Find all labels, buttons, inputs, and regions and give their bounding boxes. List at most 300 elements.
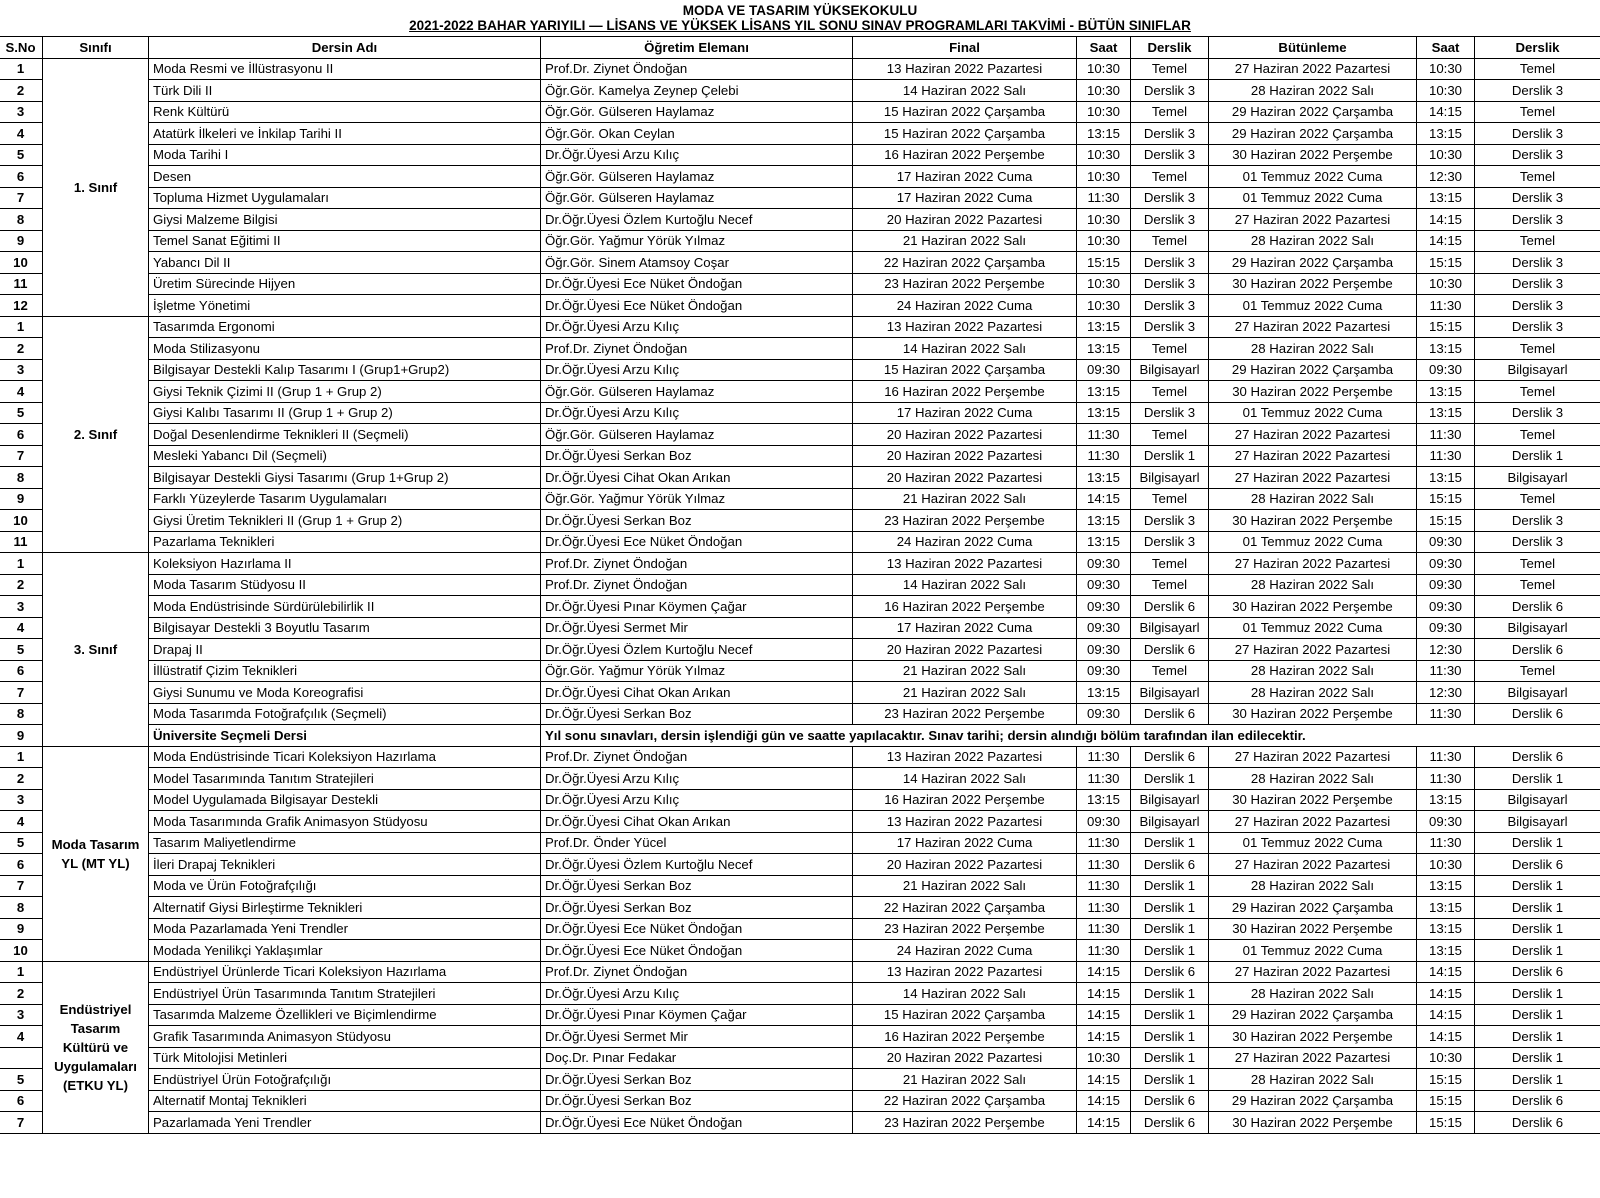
table-row: [0, 166, 1600, 188]
table-row: [0, 424, 1600, 446]
makeup-room: Derslik 6: [1475, 703, 1600, 725]
col-header-final-room: Derslik: [1131, 37, 1209, 59]
makeup-room: Temel: [1475, 553, 1600, 575]
course-name: Moda Endüstrisinde Ticari Koleksiyon Hazırlama: [149, 746, 541, 768]
makeup-room: Temel: [1475, 381, 1600, 403]
makeup-room: Bilgisayarl: [1475, 467, 1600, 489]
final-room: Temel: [1131, 381, 1209, 403]
makeup-time: 13:15: [1417, 789, 1475, 811]
final-room: Temel: [1131, 58, 1209, 80]
table-row: [0, 832, 1600, 854]
course-name: Giysi Malzeme Bilgisi: [149, 209, 541, 231]
instructor-name: Dr.Öğr.Üyesi Özlem Kurtoğlu Necef: [541, 639, 853, 661]
instructor-name: Öğr.Gör. Yağmur Yörük Yılmaz: [541, 488, 853, 510]
course-name: Renk Kültürü: [149, 101, 541, 123]
final-date: 20 Haziran 2022 Pazartesi: [853, 467, 1077, 489]
course-name: Moda Tasarımda Fotoğrafçılık (Seçmeli): [149, 703, 541, 725]
course-name: Endüstriyel Ürün Fotoğrafçılığı: [149, 1069, 541, 1091]
col-header-course: Dersin Adı: [149, 37, 541, 59]
course-name: Atatürk İlkeleri ve İnkilap Tarihi II: [149, 123, 541, 145]
course-name: Temel Sanat Eğitimi II: [149, 230, 541, 252]
final-time: 09:30: [1077, 553, 1131, 575]
final-date: 21 Haziran 2022 Salı: [853, 488, 1077, 510]
table-row: [0, 338, 1600, 360]
final-date: 17 Haziran 2022 Cuma: [853, 832, 1077, 854]
final-room: Derslik 6: [1131, 961, 1209, 983]
final-time: 10:30: [1077, 295, 1131, 317]
final-date: 23 Haziran 2022 Perşembe: [853, 918, 1077, 940]
instructor-name: Öğr.Gör. Kamelya Zeynep Çelebi: [541, 80, 853, 102]
makeup-room: Derslik 1: [1475, 897, 1600, 919]
instructor-name: Prof.Dr. Ziynet Öndoğan: [541, 338, 853, 360]
makeup-room: Derslik 1: [1475, 918, 1600, 940]
instructor-name: Dr.Öğr.Üyesi Arzu Kılıç: [541, 402, 853, 424]
makeup-time: 13:15: [1417, 897, 1475, 919]
makeup-time: 14:15: [1417, 961, 1475, 983]
instructor-name: Dr.Öğr.Üyesi Özlem Kurtoğlu Necef: [541, 209, 853, 231]
final-room: Derslik 3: [1131, 510, 1209, 532]
final-time: 09:30: [1077, 703, 1131, 725]
final-date: 17 Haziran 2022 Cuma: [853, 617, 1077, 639]
makeup-room: Temel: [1475, 58, 1600, 80]
makeup-date: 27 Haziran 2022 Pazartesi: [1209, 445, 1417, 467]
makeup-date: 28 Haziran 2022 Salı: [1209, 80, 1417, 102]
makeup-time: 13:15: [1417, 338, 1475, 360]
makeup-time: 14:15: [1417, 101, 1475, 123]
makeup-room: Bilgisayarl: [1475, 682, 1600, 704]
instructor-name: Prof.Dr. Ziynet Öndoğan: [541, 961, 853, 983]
makeup-room: Derslik 1: [1475, 1026, 1600, 1048]
makeup-room: Derslik 6: [1475, 746, 1600, 768]
final-room: Derslik 1: [1131, 1026, 1209, 1048]
instructor-name: Öğr.Gör. Sinem Atamsoy Coşar: [541, 252, 853, 274]
makeup-time: 09:30: [1417, 553, 1475, 575]
final-time: 09:30: [1077, 660, 1131, 682]
final-room: Temel: [1131, 101, 1209, 123]
table-row: [0, 725, 1600, 747]
final-time: 09:30: [1077, 617, 1131, 639]
course-name: Topluma Hizmet Uygulamaları: [149, 187, 541, 209]
makeup-room: Derslik 6: [1475, 854, 1600, 876]
final-date: 15 Haziran 2022 Çarşamba: [853, 101, 1077, 123]
class-group-label: Endüstriyel Tasarım Kültürü ve Uygulamaları (ETKU YL): [43, 961, 149, 1133]
makeup-room: Derslik 3: [1475, 144, 1600, 166]
final-time: 14:15: [1077, 1112, 1131, 1134]
row-number: 10: [0, 510, 43, 532]
course-name: Desen: [149, 166, 541, 188]
row-number: 12: [0, 295, 43, 317]
makeup-date: 29 Haziran 2022 Çarşamba: [1209, 1004, 1417, 1026]
instructor-name: Prof.Dr. Ziynet Öndoğan: [541, 553, 853, 575]
class-group-label: 1. Sınıf: [43, 58, 149, 316]
final-time: 14:15: [1077, 1004, 1131, 1026]
final-time: 10:30: [1077, 1047, 1131, 1069]
makeup-time: 14:15: [1417, 1004, 1475, 1026]
instructor-name: Dr.Öğr.Üyesi Serkan Boz: [541, 875, 853, 897]
table-body: [0, 58, 1600, 1133]
final-time: 14:15: [1077, 961, 1131, 983]
row-number: 11: [0, 273, 43, 295]
instructor-name: Dr.Öğr.Üyesi Serkan Boz: [541, 703, 853, 725]
makeup-time: 15:15: [1417, 1112, 1475, 1134]
final-room: Bilgisayarl: [1131, 359, 1209, 381]
row-number: 3: [0, 596, 43, 618]
final-time: 11:30: [1077, 746, 1131, 768]
instructor-name: Dr.Öğr.Üyesi Serkan Boz: [541, 897, 853, 919]
makeup-date: 30 Haziran 2022 Perşembe: [1209, 789, 1417, 811]
course-name: Bilgisayar Destekli Kalıp Tasarımı I (Grup1+Grup2): [149, 359, 541, 381]
col-header-no: S.No: [0, 37, 43, 59]
final-date: 20 Haziran 2022 Pazartesi: [853, 209, 1077, 231]
makeup-time: 13:15: [1417, 875, 1475, 897]
final-room: Derslik 3: [1131, 531, 1209, 553]
instructor-name: Öğr.Gör. Gülseren Haylamaz: [541, 166, 853, 188]
makeup-date: 29 Haziran 2022 Çarşamba: [1209, 101, 1417, 123]
table-row: [0, 918, 1600, 940]
course-name: Moda Pazarlamada Yeni Trendler: [149, 918, 541, 940]
instructor-name: Öğr.Gör. Yağmur Yörük Yılmaz: [541, 660, 853, 682]
final-room: Derslik 3: [1131, 187, 1209, 209]
instructor-name: Dr.Öğr.Üyesi Serkan Boz: [541, 1090, 853, 1112]
makeup-date: 30 Haziran 2022 Perşembe: [1209, 703, 1417, 725]
makeup-room: Bilgisayarl: [1475, 359, 1600, 381]
final-room: Derslik 3: [1131, 295, 1209, 317]
makeup-date: 29 Haziran 2022 Çarşamba: [1209, 359, 1417, 381]
course-name: İleri Drapaj Teknikleri: [149, 854, 541, 876]
row-number: 4: [0, 617, 43, 639]
final-room: Derslik 1: [1131, 445, 1209, 467]
exam-schedule-table: [0, 36, 1600, 1134]
makeup-time: 10:30: [1417, 58, 1475, 80]
final-time: 11:30: [1077, 940, 1131, 962]
makeup-time: 13:15: [1417, 402, 1475, 424]
schedule-title: 2021-2022 BAHAR YARIYILI — LİSANS VE YÜKSEK LİSANS YIL SONU SINAV PROGRAMLARI TAKVİMİ - BÜTÜN SINIFLAR: [409, 18, 1191, 33]
row-number: 1: [0, 961, 43, 983]
final-date: 16 Haziran 2022 Perşembe: [853, 789, 1077, 811]
row-number: 6: [0, 854, 43, 876]
makeup-date: 29 Haziran 2022 Çarşamba: [1209, 897, 1417, 919]
makeup-room: Temel: [1475, 166, 1600, 188]
makeup-time: 12:30: [1417, 639, 1475, 661]
row-number: 11: [0, 531, 43, 553]
makeup-time: 14:15: [1417, 983, 1475, 1005]
final-date: 14 Haziran 2022 Salı: [853, 983, 1077, 1005]
makeup-time: 15:15: [1417, 510, 1475, 532]
final-room: Temel: [1131, 574, 1209, 596]
makeup-room: Temel: [1475, 230, 1600, 252]
table-row: [0, 574, 1600, 596]
makeup-date: 30 Haziran 2022 Perşembe: [1209, 510, 1417, 532]
table-row: [0, 80, 1600, 102]
final-time: 11:30: [1077, 445, 1131, 467]
final-date: 14 Haziran 2022 Salı: [853, 80, 1077, 102]
instructor-name: Dr.Öğr.Üyesi Ece Nüket Öndoğan: [541, 273, 853, 295]
course-name: Moda Tarihi I: [149, 144, 541, 166]
makeup-date: 30 Haziran 2022 Perşembe: [1209, 918, 1417, 940]
final-room: Temel: [1131, 488, 1209, 510]
course-name: Alternatif Montaj Teknikleri: [149, 1090, 541, 1112]
final-date: 13 Haziran 2022 Pazartesi: [853, 746, 1077, 768]
makeup-date: 01 Temmuz 2022 Cuma: [1209, 617, 1417, 639]
row-number: 7: [0, 1112, 43, 1134]
instructor-name: Dr.Öğr.Üyesi Sermet Mir: [541, 1026, 853, 1048]
makeup-date: 28 Haziran 2022 Salı: [1209, 682, 1417, 704]
row-number: 6: [0, 424, 43, 446]
final-date: 20 Haziran 2022 Pazartesi: [853, 639, 1077, 661]
makeup-time: 14:15: [1417, 1026, 1475, 1048]
row-number: 2: [0, 768, 43, 790]
final-date: 23 Haziran 2022 Perşembe: [853, 703, 1077, 725]
final-time: 14:15: [1077, 1090, 1131, 1112]
instructor-name: Dr.Öğr.Üyesi Ece Nüket Öndoğan: [541, 1112, 853, 1134]
table-row: [0, 467, 1600, 489]
col-header-class: Sınıfı: [43, 37, 149, 59]
final-room: Derslik 1: [1131, 983, 1209, 1005]
final-date: 24 Haziran 2022 Cuma: [853, 940, 1077, 962]
final-room: Temel: [1131, 553, 1209, 575]
final-date: 13 Haziran 2022 Pazartesi: [853, 316, 1077, 338]
class-group-label: Moda Tasarım YL (MT YL): [43, 746, 149, 961]
final-date: 16 Haziran 2022 Perşembe: [853, 144, 1077, 166]
makeup-time: 09:30: [1417, 617, 1475, 639]
final-time: 09:30: [1077, 359, 1131, 381]
final-date: 21 Haziran 2022 Salı: [853, 682, 1077, 704]
final-date: 21 Haziran 2022 Salı: [853, 1069, 1077, 1091]
table-row: [0, 897, 1600, 919]
final-time: 11:30: [1077, 768, 1131, 790]
row-number: 4: [0, 811, 43, 833]
makeup-date: 01 Temmuz 2022 Cuma: [1209, 166, 1417, 188]
table-row: [0, 617, 1600, 639]
makeup-time: 13:15: [1417, 918, 1475, 940]
makeup-date: 01 Temmuz 2022 Cuma: [1209, 832, 1417, 854]
final-room: Temel: [1131, 230, 1209, 252]
makeup-date: 30 Haziran 2022 Perşembe: [1209, 381, 1417, 403]
course-name: Farklı Yüzeylerde Tasarım Uygulamaları: [149, 488, 541, 510]
row-number: 3: [0, 789, 43, 811]
final-time: 10:30: [1077, 144, 1131, 166]
instructor-name: Dr.Öğr.Üyesi Arzu Kılıç: [541, 768, 853, 790]
instructor-name: Dr.Öğr.Üyesi Serkan Boz: [541, 445, 853, 467]
final-time: 09:30: [1077, 811, 1131, 833]
makeup-date: 28 Haziran 2022 Salı: [1209, 875, 1417, 897]
table-row: [0, 144, 1600, 166]
final-room: Temel: [1131, 424, 1209, 446]
final-date: 15 Haziran 2022 Çarşamba: [853, 359, 1077, 381]
final-date: 22 Haziran 2022 Çarşamba: [853, 897, 1077, 919]
final-date: 17 Haziran 2022 Cuma: [853, 187, 1077, 209]
makeup-room: Derslik 1: [1475, 768, 1600, 790]
makeup-date: 30 Haziran 2022 Perşembe: [1209, 1112, 1417, 1134]
instructor-name: Dr.Öğr.Üyesi Pınar Köymen Çağar: [541, 596, 853, 618]
row-number: 8: [0, 703, 43, 725]
final-time: 09:30: [1077, 596, 1131, 618]
school-title: MODA VE TASARIM YÜKSEKOKULU: [682, 3, 918, 18]
final-date: 13 Haziran 2022 Pazartesi: [853, 811, 1077, 833]
table-row: [0, 553, 1600, 575]
makeup-room: Derslik 1: [1475, 940, 1600, 962]
course-name: Bilgisayar Destekli Giysi Tasarımı (Grup 1+Grup 2): [149, 467, 541, 489]
final-date: 13 Haziran 2022 Pazartesi: [853, 553, 1077, 575]
instructor-name: Doç.Dr. Pınar Fedakar: [541, 1047, 853, 1069]
final-date: 20 Haziran 2022 Pazartesi: [853, 1047, 1077, 1069]
table-row: [0, 983, 1600, 1005]
final-time: 09:30: [1077, 574, 1131, 596]
final-room: Bilgisayarl: [1131, 467, 1209, 489]
row-number: 2: [0, 338, 43, 360]
makeup-room: Derslik 6: [1475, 1090, 1600, 1112]
course-name: Giysi Kalıbı Tasarımı II (Grup 1 + Grup 2): [149, 402, 541, 424]
final-time: 13:15: [1077, 316, 1131, 338]
course-name: Giysi Sunumu ve Moda Koreografisi: [149, 682, 541, 704]
row-number: 9: [0, 725, 43, 747]
makeup-date: 30 Haziran 2022 Perşembe: [1209, 144, 1417, 166]
makeup-date: 28 Haziran 2022 Salı: [1209, 488, 1417, 510]
instructor-name: Dr.Öğr.Üyesi Arzu Kılıç: [541, 789, 853, 811]
instructor-name: Dr.Öğr.Üyesi Serkan Boz: [541, 510, 853, 532]
makeup-room: Derslik 6: [1475, 961, 1600, 983]
table-row: [0, 531, 1600, 553]
row-number: 6: [0, 166, 43, 188]
final-date: 24 Haziran 2022 Cuma: [853, 531, 1077, 553]
final-time: 13:15: [1077, 467, 1131, 489]
final-time: 11:30: [1077, 424, 1131, 446]
table-row: [0, 768, 1600, 790]
course-name: Moda Stilizasyonu: [149, 338, 541, 360]
makeup-date: 28 Haziran 2022 Salı: [1209, 230, 1417, 252]
final-time: 13:15: [1077, 381, 1131, 403]
final-time: 11:30: [1077, 854, 1131, 876]
instructor-name: Dr.Öğr.Üyesi Ece Nüket Öndoğan: [541, 295, 853, 317]
table-row: [0, 682, 1600, 704]
row-number: 6: [0, 660, 43, 682]
final-room: Derslik 3: [1131, 209, 1209, 231]
final-date: 17 Haziran 2022 Cuma: [853, 402, 1077, 424]
final-room: Derslik 3: [1131, 144, 1209, 166]
table-row: [0, 1004, 1600, 1026]
final-time: 10:30: [1077, 101, 1131, 123]
final-date: 20 Haziran 2022 Pazartesi: [853, 854, 1077, 876]
makeup-date: 28 Haziran 2022 Salı: [1209, 574, 1417, 596]
class-group-label: 3. Sınıf: [43, 553, 149, 747]
course-name: İşletme Yönetimi: [149, 295, 541, 317]
table-row: [0, 445, 1600, 467]
makeup-time: 13:15: [1417, 187, 1475, 209]
row-number: 3: [0, 1004, 43, 1026]
final-room: Bilgisayarl: [1131, 789, 1209, 811]
final-date: 14 Haziran 2022 Salı: [853, 574, 1077, 596]
table-row: [0, 359, 1600, 381]
makeup-time: 11:30: [1417, 445, 1475, 467]
row-number: 7: [0, 875, 43, 897]
course-name: Drapaj II: [149, 639, 541, 661]
final-date: 23 Haziran 2022 Perşembe: [853, 273, 1077, 295]
table-row: [0, 596, 1600, 618]
course-name: Moda Resmi ve İllüstrasyonu II: [149, 58, 541, 80]
makeup-room: Derslik 3: [1475, 123, 1600, 145]
makeup-time: 11:30: [1417, 703, 1475, 725]
final-date: 14 Haziran 2022 Salı: [853, 338, 1077, 360]
makeup-date: 27 Haziran 2022 Pazartesi: [1209, 424, 1417, 446]
table-row: [0, 230, 1600, 252]
makeup-time: 11:30: [1417, 660, 1475, 682]
course-name: Bilgisayar Destekli 3 Boyutlu Tasarım: [149, 617, 541, 639]
makeup-date: 29 Haziran 2022 Çarşamba: [1209, 252, 1417, 274]
table-row: [0, 187, 1600, 209]
makeup-date: 01 Temmuz 2022 Cuma: [1209, 940, 1417, 962]
table-row: [0, 703, 1600, 725]
final-room: Derslik 6: [1131, 854, 1209, 876]
instructor-name: Öğr.Gör. Gülseren Haylamaz: [541, 187, 853, 209]
course-name: Moda Endüstrisinde Sürdürülebilirlik II: [149, 596, 541, 618]
makeup-date: 28 Haziran 2022 Salı: [1209, 983, 1417, 1005]
final-time: 13:15: [1077, 682, 1131, 704]
makeup-time: 13:15: [1417, 940, 1475, 962]
course-name: Model Uygulamada Bilgisayar Destekli: [149, 789, 541, 811]
final-date: 21 Haziran 2022 Salı: [853, 875, 1077, 897]
makeup-room: Derslik 3: [1475, 209, 1600, 231]
makeup-date: 27 Haziran 2022 Pazartesi: [1209, 209, 1417, 231]
class-group-label: 2. Sınıf: [43, 316, 149, 553]
course-name: Giysi Teknik Çizimi II (Grup 1 + Grup 2): [149, 381, 541, 403]
table-row: [0, 660, 1600, 682]
final-room: Derslik 3: [1131, 80, 1209, 102]
makeup-room: Derslik 1: [1475, 832, 1600, 854]
makeup-room: Derslik 3: [1475, 80, 1600, 102]
final-room: Bilgisayarl: [1131, 617, 1209, 639]
row-number: 8: [0, 209, 43, 231]
final-room: Derslik 1: [1131, 940, 1209, 962]
final-room: Derslik 1: [1131, 875, 1209, 897]
makeup-date: 01 Temmuz 2022 Cuma: [1209, 402, 1417, 424]
final-time: 10:30: [1077, 230, 1131, 252]
makeup-room: Temel: [1475, 338, 1600, 360]
row-number: 8: [0, 467, 43, 489]
course-name: Endüstriyel Ürünlerde Ticari Koleksiyon Hazırlama: [149, 961, 541, 983]
final-room: Bilgisayarl: [1131, 682, 1209, 704]
row-number: 4: [0, 381, 43, 403]
makeup-time: 10:30: [1417, 144, 1475, 166]
final-room: Derslik 3: [1131, 252, 1209, 274]
course-name: Pazarlama Teknikleri: [149, 531, 541, 553]
table-row: [0, 961, 1600, 983]
makeup-time: 09:30: [1417, 574, 1475, 596]
final-room: Derslik 6: [1131, 746, 1209, 768]
makeup-room: Bilgisayarl: [1475, 811, 1600, 833]
table-row: [0, 252, 1600, 274]
final-date: 15 Haziran 2022 Çarşamba: [853, 123, 1077, 145]
table-row: [0, 295, 1600, 317]
makeup-time: 11:30: [1417, 746, 1475, 768]
row-number: 5: [0, 639, 43, 661]
makeup-room: Derslik 6: [1475, 1112, 1600, 1134]
row-number: 3: [0, 359, 43, 381]
row-number: 7: [0, 187, 43, 209]
instructor-name: Dr.Öğr.Üyesi Cihat Okan Arıkan: [541, 467, 853, 489]
course-name: Üretim Sürecinde Hijyen: [149, 273, 541, 295]
final-date: 21 Haziran 2022 Salı: [853, 660, 1077, 682]
makeup-date: 27 Haziran 2022 Pazartesi: [1209, 316, 1417, 338]
final-time: 10:30: [1077, 80, 1131, 102]
makeup-date: 27 Haziran 2022 Pazartesi: [1209, 1047, 1417, 1069]
final-room: Temel: [1131, 166, 1209, 188]
row-number: 6: [0, 1090, 43, 1112]
table-row: [0, 123, 1600, 145]
final-room: Derslik 6: [1131, 703, 1209, 725]
final-room: Derslik 1: [1131, 768, 1209, 790]
row-number: 5: [0, 402, 43, 424]
final-date: 13 Haziran 2022 Pazartesi: [853, 961, 1077, 983]
